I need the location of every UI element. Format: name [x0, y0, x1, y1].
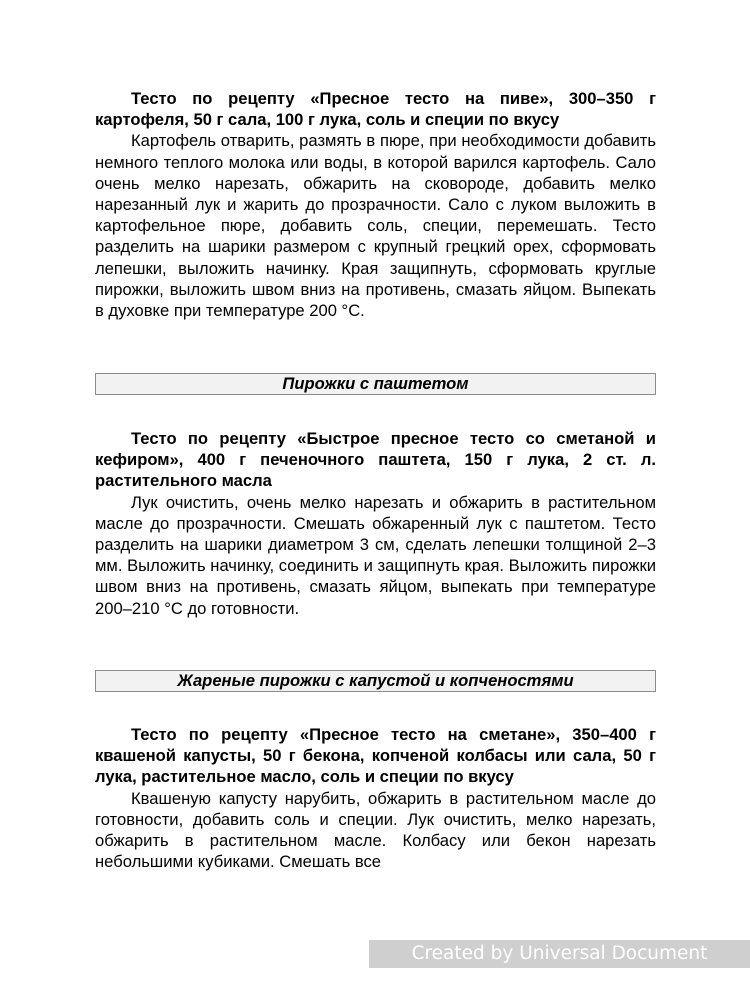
recipe2-method: Лук очистить, очень мелко нарезать и обжарить в растительном масле до прозрачности. Смешать обжаренный лук с паштетом. Тесто разделить на шарики диаметром 3 см, сделать лепешки толщиной 2–3 мм. Выложить начинку, соединить и защипнуть края. Выложить пирожки швом вниз на противень, смазать яйцом, выпекать при температуре 200–210 °С до готовности.	[95, 492, 656, 618]
recipe1-method: Картофель отварить, размять в пюре, при необходимости добавить немного теплого молока или воды, в которой варился картофель. Сало очень мелко нарезать, обжарить на сковороде, добавить мелко нарезанный лук и жарить до прозрачности. Сало с луком выложить в картофельное пюре, добавить соль, специи, перемешать. Тесто разделить на шарики размером с крупный грецкий орех, сформовать лепешки, выложить начинку. Края защипнуть, сформовать круглые пирожки, выложить швом вниз на противень, смазать яйцом. Выпекать в духовке при температуре 200 °С.	[95, 131, 656, 321]
recipe3-method: Квашеную капусту нарубить, обжарить в растительном масле до готовности, добавить соль и специи. Лук очистить, мелко нарезать, обжарить в растительном масле. Колбасу или бекон нарезать небольшими кубиками. Смешать все	[95, 788, 656, 872]
recipe2-block	[95, 428, 656, 619]
recipe1-ingredients: Тесто по рецепту «Пресное тесто на пиве», 300–350 г картофеля, 50 г сала, 100 г лука, соль и специи по вкусу	[95, 89, 656, 130]
recipe3-title: Жареные пирожки с капустой и копченостями	[95, 670, 656, 692]
recipe1-block	[95, 88, 656, 321]
recipe2-title: Пирожки с паштетом	[95, 373, 656, 395]
recipe2-ingredients: Тесто по рецепту «Быстрое пресное тесто со сметаной и кефиром», 400 г печеночного паштета, 150 г лука, 2 ст. л. растительного масла	[95, 429, 656, 491]
watermark-banner: Created by Universal Document Converter	[369, 940, 750, 968]
recipe3-ingredients: Тесто по рецепту «Пресное тесто на сметане», 350–400 г квашеной капусты, 50 г бекона, копченой колбасы или сала, 50 г лука, растительное масло, соль и специи по вкусу	[95, 725, 656, 787]
recipe3-block	[95, 724, 656, 872]
